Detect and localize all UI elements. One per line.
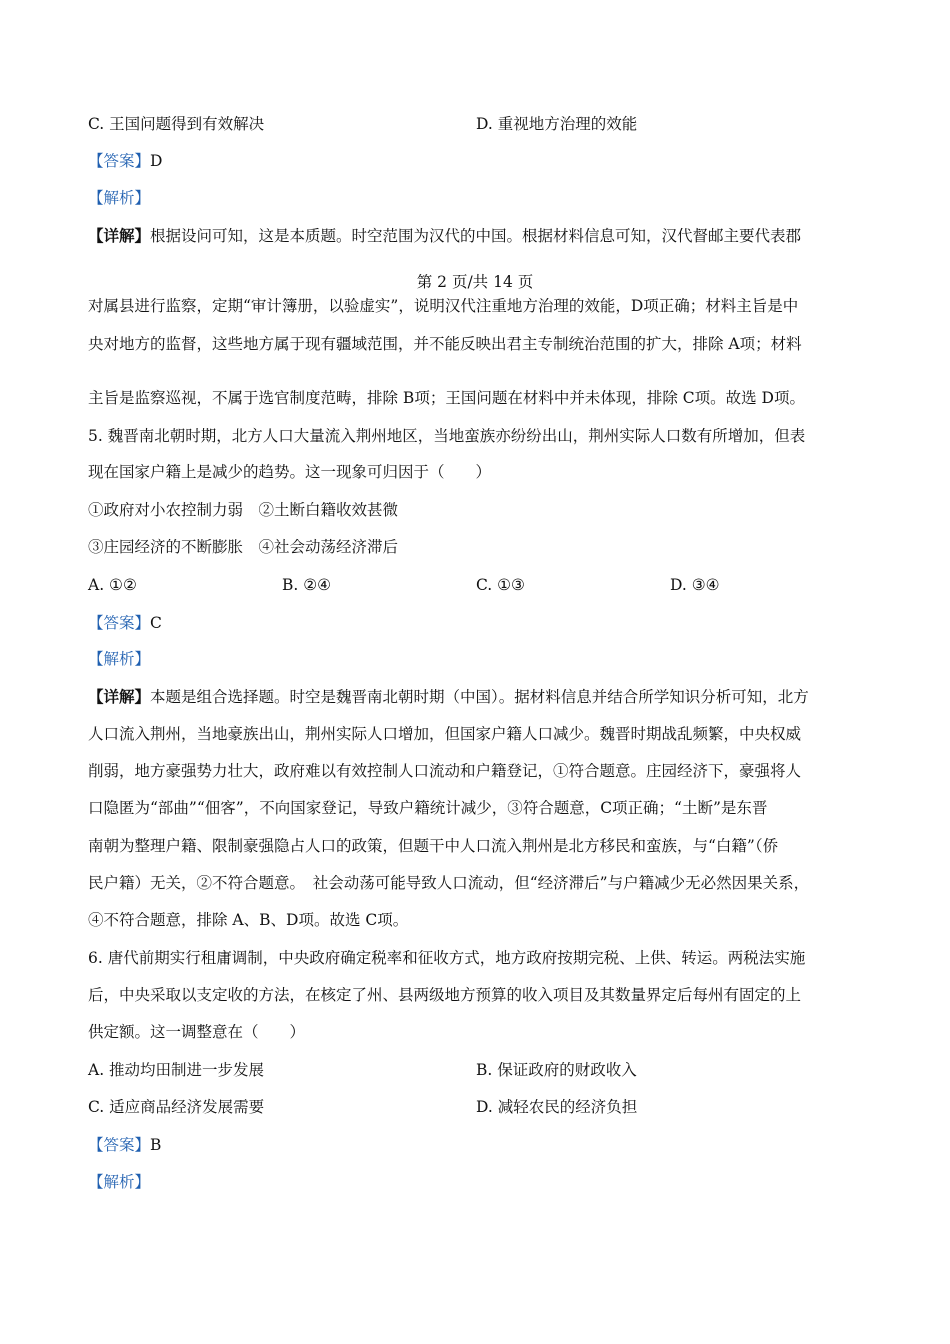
q5-answer [88, 613, 162, 633]
q4-option-c: C. 王国问题得到有效解决 [88, 115, 265, 133]
q6-option-c: C. 适应商品经济发展需要 [88, 1098, 265, 1116]
q5-detail-line: ④不符合题意，排除 A、B、D项。故选 C项。 [88, 911, 409, 929]
q5-option-a: A. ①② [88, 576, 137, 594]
q5-detail-line: 民户籍）无关，②不符合题意。 社会动荡可能导致人口流动，但“经济滞后”与户籍减少无必然因果关系， [88, 874, 810, 892]
q5-item-line: ③庄园经济的不断膨胀 ④社会动荡经济滞后 [88, 538, 399, 556]
answer-tag: 【答案】 [88, 1136, 151, 1154]
q4-answer [88, 151, 162, 171]
q4-option-d: D. 重视地方治理的效能 [476, 115, 638, 133]
detail-text: 根据设问可知，这是本质题。时空范围为汉代的中国。根据材料信息可知，汉代督邮主要代表郡 [150, 227, 802, 245]
answer-tag: 【答案】 [88, 152, 151, 170]
answer-value: C [150, 614, 162, 632]
q4-analysis-tag: 【解析】 [88, 189, 151, 207]
q6-answer [88, 1135, 161, 1155]
answer-tag: 【答案】 [88, 614, 151, 632]
q6-stem-line: 6. 唐代前期实行租庸调制，中央政府确定税率和征收方式，地方政府按期完税、上供、转运。两税法实施 [88, 949, 806, 967]
q4-detail-line: 央对地方的监督，这些地方属于现有疆域范围，并不能反映出君主专制统治范围的扩大，排除 A项；材料 [88, 335, 802, 353]
q5-item-line: ①政府对小农控制力弱 ②土断白籍收效甚微 [88, 501, 399, 519]
q5-option-b: B. ②④ [282, 576, 332, 594]
q6-stem-line: 后，中央采取以支定收的方法，在核定了州、县两级地方预算的收入项目及其数量界定后每州有固定的上 [88, 986, 802, 1004]
q4-detail-first [88, 227, 858, 245]
page-footer: 第 2 页/共 14 页 [416, 273, 534, 291]
q5-detail-first [88, 687, 809, 707]
q5-detail-line: 口隐匿为“部曲”“佃客”，不向国家登记，导致户籍统计减少，③符合题意，C项正确；“土断”是东晋 [88, 799, 768, 817]
detail-tag: 【详解】 [88, 226, 151, 245]
q6-option-d: D. 减轻农民的经济负担 [476, 1098, 638, 1116]
q6-stem-line: 供定额。这一调整意在（ ） [88, 1023, 306, 1041]
q5-option-c: C. ①③ [476, 576, 525, 594]
q5-option-d: D. ③④ [670, 576, 720, 594]
q5-stem-line: 5. 魏晋南北朝时期，北方人口大量流入荆州地区，当地蛮族亦纷纷出山，荆州实际人口数有所增加，但表 [88, 427, 806, 445]
q6-analysis-tag: 【解析】 [88, 1173, 151, 1191]
detail-tag: 【详解】 [88, 687, 151, 706]
q5-detail-line: 削弱，地方豪强势力壮大，政府难以有效控制人口流动和户籍登记，①符合题意。庄园经济下，豪强将人 [88, 762, 802, 780]
q4-detail-line: 对属县进行监察，定期“审计簿册，以验虚实”，说明汉代注重地方治理的效能，D项正确；材料主旨是中 [88, 297, 799, 315]
q5-stem-line: 现在国家户籍上是减少的趋势。这一现象可归因于（ ） [88, 463, 492, 481]
q6-option-a: A. 推动均田制进一步发展 [88, 1061, 265, 1079]
answer-value: B [150, 1136, 162, 1154]
q5-detail-line: 南朝为整理户籍、限制豪强隐占人口的政策，但题干中人口流入荆州是北方移民和蛮族，与“白籍”（侨 [88, 837, 779, 855]
q6-option-b: B. 保证政府的财政收入 [476, 1061, 637, 1079]
q5-detail-line: 人口流入荆州，当地豪族出山，荆州实际人口增加，但国家户籍人口减少。魏晋时期战乱频繁，中央权威 [88, 725, 802, 743]
q4-detail-line: 主旨是监察巡视，不属于选官制度范畴，排除 B项；王国问题在材料中并未体现，排除 C项。故选 D项。 [88, 389, 805, 407]
q5-analysis-tag: 【解析】 [88, 650, 151, 668]
answer-value: D [150, 152, 163, 170]
detail-text: 本题是组合选择题。时空是魏晋南北朝时期（中国）。据材料信息并结合所学知识分析可知，北方 [150, 688, 809, 706]
